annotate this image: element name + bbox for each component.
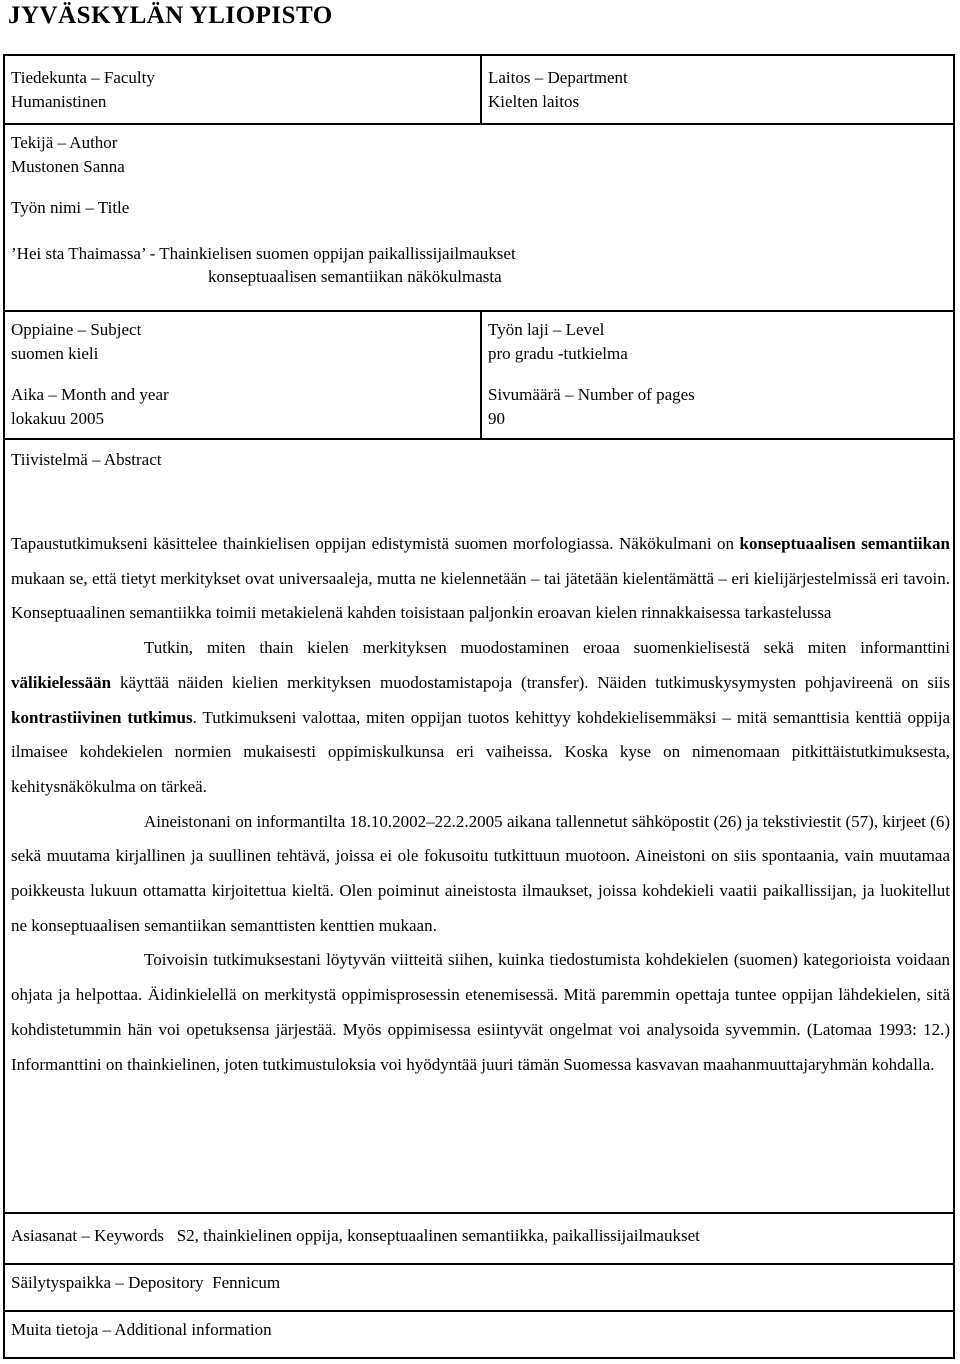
depository-label: Säilytyspaikka – Depository [11, 1273, 204, 1292]
divider-meta-columns [480, 311, 482, 439]
department-value: Kielten laitos [488, 91, 580, 111]
subject-value: suomen kieli [11, 343, 99, 363]
subject-label: Oppiaine – Subject [11, 320, 142, 339]
level-label: Työn laji – Level [488, 320, 605, 339]
abstract-paragraph-1 [11, 527, 950, 631]
abstract-body [11, 527, 950, 1082]
keywords-label: Asiasanat – Keywords [11, 1226, 164, 1245]
pages-field [488, 383, 695, 430]
divider-after-depository [3, 1310, 955, 1312]
date-value: lokakuu 2005 [11, 408, 105, 428]
keywords-value: S2, thainkielinen oppija, konseptuaalinen semantiikka, paikallissijailmaukset [176, 1226, 700, 1245]
abstract-p2-text-c: . Tutkimukseni valottaa, miten oppijan tuotos kehittyy kohdekielisemmäksi – mitä semanttisia kenttiä oppija ilmaisee kohdekielen normien mukaisesti oppimiskulkunsa eri vaiheissa. Koska kyse on nimenomaan pitkittäistutkimuksesta, kehitysnäkökulma on tärkeä. [11, 707, 950, 796]
title-line-2: konseptuaalisen semantiikan näkökulmasta [208, 267, 502, 286]
date-field [11, 383, 169, 430]
date-label: Aika – Month and year [11, 385, 169, 404]
abstract-label: Tiivistelmä – Abstract [11, 450, 162, 469]
title-label: Työn nimi – Title [11, 198, 130, 217]
depository-field [11, 1271, 280, 1295]
keywords-field [11, 1224, 700, 1248]
divider-after-faculty [3, 123, 955, 125]
abstract-p1-text-b: mukaan se, että tietyt merkitykset ovat universaaleja, mutta ne kielennetään – tai jätetään kielentämättä – eri kielijärjestelmissä eri tavoin. Konseptuaalinen semantiikka toimii metakielenä kahden toisistaan paljonkin eroavan kielen rinnakkaisessa tarkastelussa [11, 568, 950, 623]
faculty-field [11, 66, 155, 113]
abstract-p2-bold-term-2: kontrastiivinen tutkimus [11, 707, 193, 727]
abstract-p2-bold-term-1: välikielessään [11, 672, 112, 692]
faculty-value: Humanistinen [11, 91, 107, 111]
abstract-p2-text-b: käyttää näiden kielien merkityksen muodostamistapoja (transfer). Näiden tutkimuskysymysten pohjavireenä on siis [111, 672, 950, 692]
divider-after-meta [3, 438, 955, 440]
level-value: pro gradu -tutkielma [488, 343, 628, 363]
divider-after-keywords [3, 1263, 955, 1265]
title-line-1: ’Hei sta Thaimassa’ - Thainkielisen suomen oppijan paikallissijailmaukset [11, 244, 516, 263]
university-name: JYVÄSKYLÄN YLIOPISTO [8, 2, 333, 29]
depository-value: Fennicum [212, 1273, 281, 1292]
divider-after-title [3, 310, 955, 312]
divider-after-abstract [3, 1212, 955, 1214]
abstract-paragraph-2 [11, 631, 950, 805]
abstract-paragraph-3: Aineistonani on informantilta 18.10.2002–22.2.2005 aikana tallennetut sähköpostit (26) ja tekstiviestit (57), kirjeet (6) sekä muutama kirjallinen ja suullinen tehtävä, joissa ei ole fokusoitu tutkittuun muotoon. Aineistoni on siis spontaania, vain muutamaa poikkeusta lukuun ottamatta kirjoitettua kieltä. Olen poiminut aineistosta ilmaukset, joissa kohdekieli vaatii paikallissijan, ja luokitellut ne konseptuaalisen semantiikan semanttisten kenttien mukaan. [11, 811, 950, 935]
additional-info-label: Muita tietoja – Additional information [11, 1320, 272, 1339]
abstract-p1-text-a: Tapaustutkimukseni käsittelee thainkielisen oppijan edistymistä suomen morfologiassa. Näkökulmani on [11, 534, 740, 553]
abstract-paragraph-4: Toivoisin tutkimuksestani löytyvän viitteitä siihen, kuinka tiedostumista kohdekielen (suomen) kategorioista voidaan ohjata ja helpottaa. Äidinkielellä on merkitystä oppimisprosessin etenemisessä. Mitä paremmin opettaja tuntee oppijan lähdekielen, sitä kohdistetummin hän voi opetuksensa järjestää. Myös oppimisessa esiintyvät ongelmat voi analysoida syvemmin. (Latomaa 1993: 12.) Informanttini on thainkielinen, joten tutkimustuloksia voi hyödyntää juuri tämän Suomessa kasvavan maahanmuuttajaryhmän kohdalla. [11, 950, 950, 1074]
abstract-p1-bold-term: konseptuaalisen semantiikan [739, 534, 950, 553]
author-label: Tekijä – Author [11, 133, 118, 152]
author-field [11, 131, 125, 178]
abstract-p2-text-a: Tutkin, miten thain kielen merkityksen muodostaminen eroaa suomenkielisestä sekä miten informanttini [144, 638, 950, 658]
department-field [488, 66, 628, 113]
department-label: Laitos – Department [488, 68, 628, 87]
pages-value: 90 [488, 408, 505, 428]
faculty-label: Tiedekunta – Faculty [11, 68, 155, 87]
divider-faculty-department [480, 55, 482, 124]
pages-label: Sivumäärä – Number of pages [488, 385, 695, 404]
level-field [488, 318, 628, 365]
author-value: Mustonen Sanna [11, 156, 125, 176]
subject-field [11, 318, 141, 365]
